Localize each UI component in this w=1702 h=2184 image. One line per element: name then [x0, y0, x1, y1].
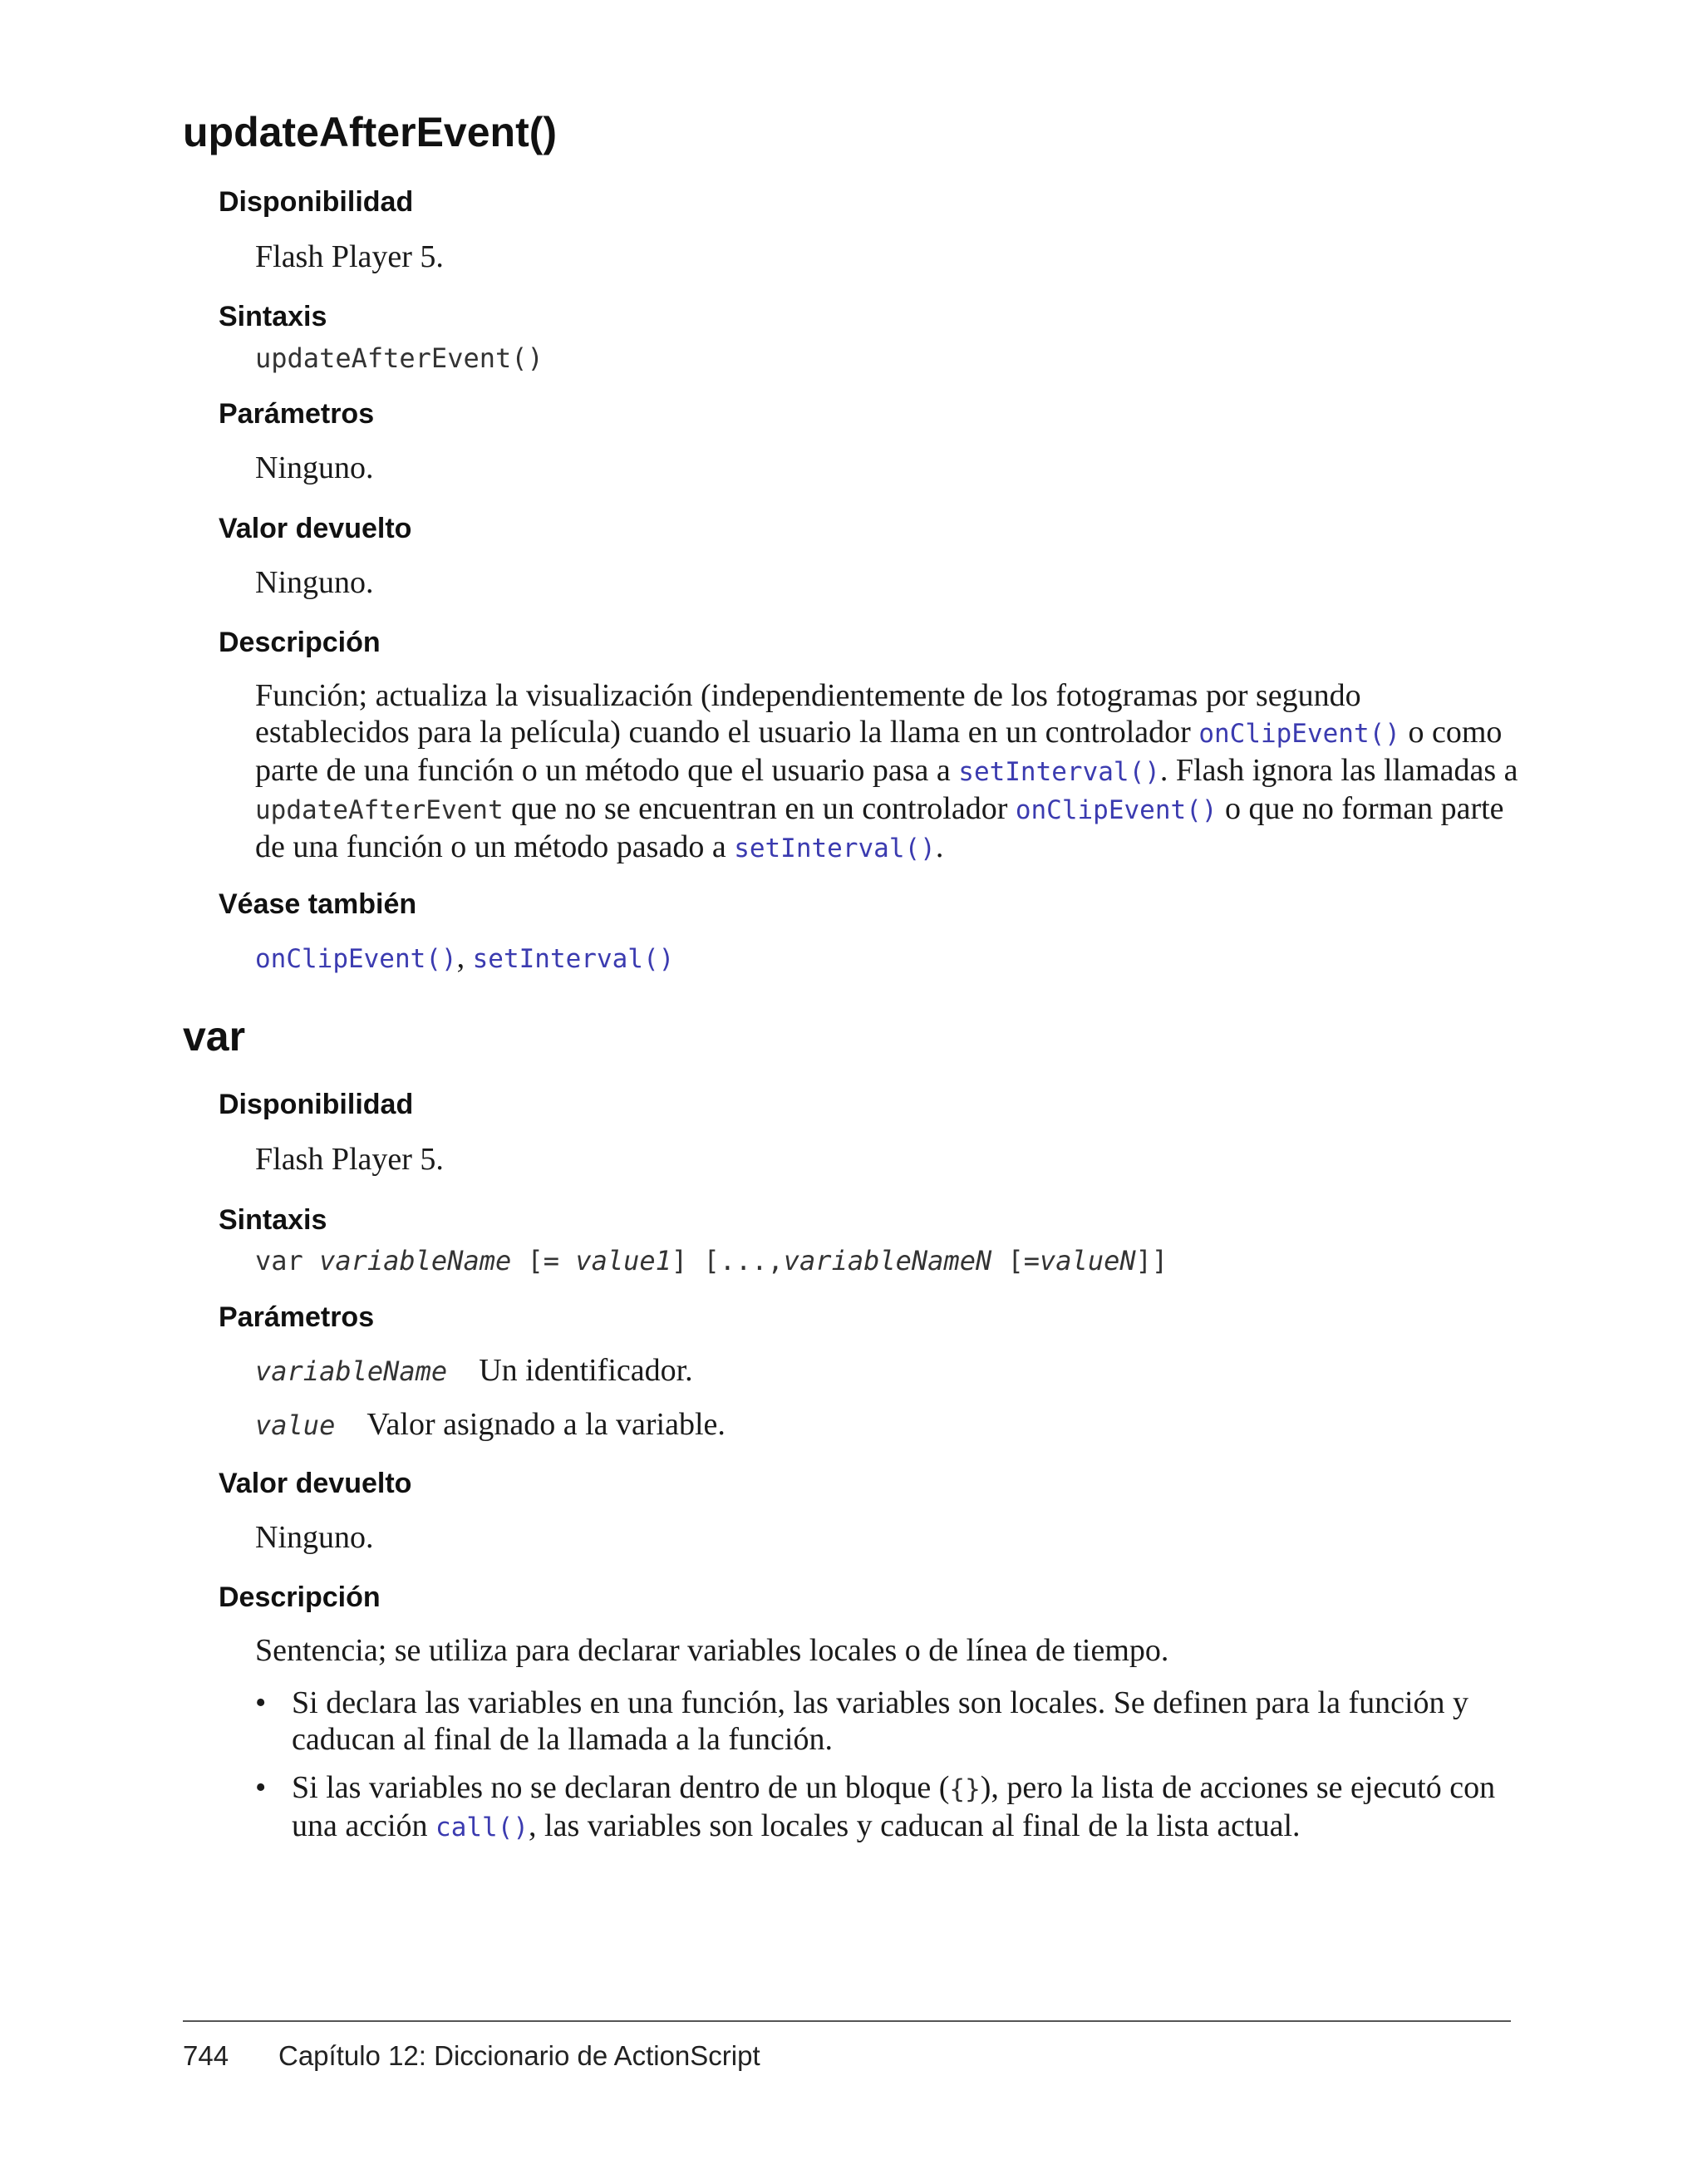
bullet-text: , las variables son locales y caducan al final de la lista actual.	[529, 1808, 1301, 1843]
description-text: que no se encuentran en un controlador	[503, 791, 1016, 826]
syntax-heading: Sintaxis	[219, 301, 327, 332]
description-heading: Descripción	[219, 627, 381, 658]
syntax-keyword: var	[255, 1245, 320, 1276]
footer-rule	[183, 2020, 1511, 2022]
bullet-text: Si declara las variables en una función, las variables son locales. Se definen para la función y caducan al final de la llamada a la función.	[292, 1685, 1469, 1757]
parameter-row	[255, 1406, 726, 1443]
syntax-param: valueN	[1040, 1245, 1136, 1276]
description-text: . Flash ignora las llamadas a	[1159, 753, 1518, 788]
parameter-row	[255, 1352, 693, 1389]
syntax-punct: [=	[991, 1245, 1040, 1276]
call-link[interactable]: call()	[435, 1813, 529, 1842]
onclipevent-link[interactable]: onClipEvent()	[255, 944, 457, 974]
bullet-text: Si las variables no se declaran dentro de un bloque (	[292, 1770, 950, 1805]
setinterval-link[interactable]: setInterval()	[734, 834, 936, 863]
inline-code: updateAfterEvent	[255, 795, 504, 825]
bullet-dot-icon: •	[255, 1685, 267, 1720]
see-also-heading: Véase también	[219, 888, 417, 920]
setinterval-link[interactable]: setInterval()	[472, 944, 675, 974]
bullet-text: ), pero la lista de acciones se ejecutó con una acción	[292, 1770, 1496, 1843]
page-number: 744	[183, 2040, 229, 2071]
description-heading: Descripción	[219, 1581, 381, 1613]
syntax-code: updateAfterEvent()	[255, 342, 544, 374]
description-text: Sentencia; se utiliza para declarar variables locales o de línea de tiempo.	[255, 1633, 1169, 1668]
availability-heading: Disponibilidad	[219, 186, 414, 218]
bullet-item	[255, 1685, 1527, 1758]
inline-code: {}	[949, 1774, 981, 1804]
setinterval-link[interactable]: setInterval()	[958, 757, 1160, 787]
description-text: .	[935, 829, 944, 864]
syntax-punct: ]]	[1135, 1245, 1168, 1276]
availability-text: Flash Player 5.	[255, 239, 444, 274]
syntax-punct: ] [...,	[671, 1245, 784, 1276]
onclipevent-link[interactable]: onClipEvent()	[1015, 795, 1217, 825]
syntax-param: value1	[575, 1245, 671, 1276]
returns-heading: Valor devuelto	[219, 513, 412, 544]
syntax-punct: [=	[511, 1245, 576, 1276]
parameter-description: Un identificador.	[479, 1353, 693, 1388]
see-also-links	[255, 939, 1518, 977]
availability-text: Flash Player 5.	[255, 1142, 444, 1177]
bullet-dot-icon: •	[255, 1770, 267, 1805]
onclipevent-link[interactable]: onClipEvent()	[1198, 719, 1400, 749]
syntax-heading: Sintaxis	[219, 1204, 327, 1236]
description-text: o que no forman parte de una función o un método pasado a	[255, 791, 1504, 864]
entry-title-updateafterevent: updateAfterEvent()	[183, 109, 558, 155]
description-paragraph	[255, 677, 1518, 867]
parameters-text: Ninguno.	[255, 450, 374, 485]
parameter-name: variableName	[255, 1355, 448, 1387]
description-text: o como parte de una función o un método que el usuario pasa a	[255, 715, 1503, 788]
returns-heading: Valor devuelto	[219, 1468, 412, 1499]
parameter-name: value	[255, 1409, 336, 1441]
parameter-description: Valor asignado a la variable.	[366, 1407, 726, 1442]
bullet-item	[255, 1769, 1527, 1846]
syntax-param: variableNameN	[783, 1245, 992, 1276]
returns-text: Ninguno.	[255, 565, 374, 600]
entry-title-var: var	[183, 1013, 246, 1060]
see-also-separator: ,	[456, 940, 473, 975]
description-text: Función; actualiza la visualización (independientemente de los fotogramas por segundo establecidos para la película) cuando el usuario la llama en un controlador	[255, 678, 1361, 750]
availability-heading: Disponibilidad	[219, 1089, 414, 1120]
syntax-param: variableName	[319, 1245, 512, 1276]
parameters-heading: Parámetros	[219, 1301, 375, 1333]
parameters-heading: Parámetros	[219, 398, 375, 430]
chapter-title: Capítulo 12: Diccionario de ActionScript	[278, 2040, 760, 2071]
syntax-code	[255, 1245, 1168, 1276]
returns-text: Ninguno.	[255, 1520, 374, 1555]
